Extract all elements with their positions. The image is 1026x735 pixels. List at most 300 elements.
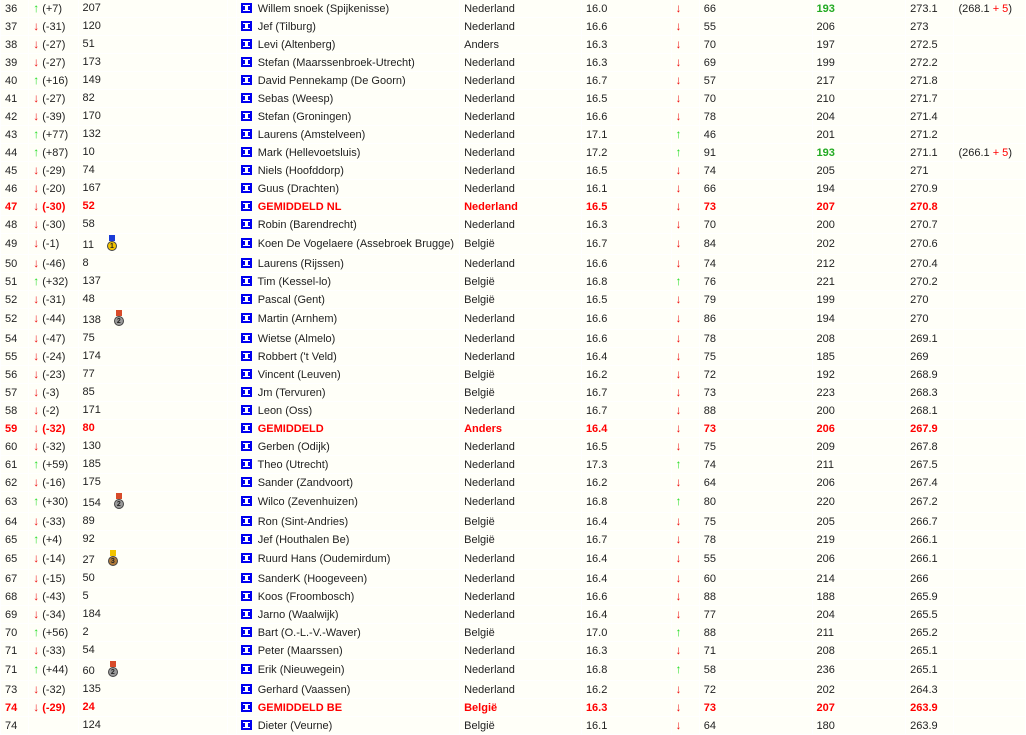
direction-cell	[672, 108, 699, 125]
team-icon[interactable]	[241, 423, 252, 433]
points-cell	[79, 681, 227, 698]
team-icon[interactable]	[241, 477, 252, 487]
team-icon[interactable]	[241, 351, 252, 361]
points-cell	[79, 606, 227, 623]
spacer-cell	[228, 72, 236, 89]
down-arrow-icon: ↓	[675, 109, 682, 123]
spacer-cell	[228, 273, 236, 290]
total-cell: 266.1	[906, 549, 953, 569]
player-name[interactable]: Koos (Froombosch)	[257, 590, 355, 603]
spacer-cell	[228, 198, 236, 215]
player-name[interactable]: Robin (Barendrecht)	[257, 218, 357, 231]
points-value: 77	[82, 368, 95, 381]
team-icon[interactable]	[241, 387, 252, 397]
player-cell[interactable]	[237, 162, 460, 179]
score1-cell: 78	[700, 531, 812, 548]
points-cell	[79, 660, 227, 680]
bonus-cell	[954, 72, 1025, 89]
player-name[interactable]: Robbert ('t Veld)	[257, 350, 337, 363]
bonus-cell	[954, 570, 1025, 587]
table-row	[1, 291, 1025, 308]
player-cell[interactable]	[237, 660, 460, 680]
average-cell: 16.3	[582, 54, 671, 71]
player-cell[interactable]	[237, 717, 460, 734]
country-cell: België	[460, 366, 581, 383]
player-cell[interactable]	[237, 513, 460, 530]
team-icon[interactable]	[241, 294, 252, 304]
down-arrow-icon: ↓	[675, 55, 682, 69]
player-name[interactable]: Stefan (Groningen)	[257, 110, 352, 123]
rank-cell: 67	[1, 570, 28, 587]
spacer-cell	[228, 54, 236, 71]
points-value: 2	[82, 626, 89, 639]
team-icon[interactable]	[241, 645, 252, 655]
player-name[interactable]: Ruurd Hans (Oudemirdum)	[257, 552, 391, 565]
country-cell: Nederland	[460, 660, 581, 680]
score2-cell: 211	[813, 624, 906, 641]
bonus-cell	[954, 255, 1025, 272]
table-row	[1, 144, 1025, 161]
points-value: 138	[82, 314, 101, 327]
player-cell[interactable]	[237, 126, 460, 143]
direction-cell	[672, 531, 699, 548]
average-cell: 16.3	[582, 36, 671, 53]
player-name[interactable]: Laurens (Amstelveen)	[257, 128, 366, 141]
team-icon[interactable]	[241, 165, 252, 175]
rank-change: (-29)	[42, 165, 66, 177]
player-cell[interactable]	[237, 570, 460, 587]
bonus-cell	[954, 660, 1025, 680]
rank-change: (+4)	[42, 534, 63, 546]
average-cell: 16.5	[582, 438, 671, 455]
average-cell: 16.5	[582, 162, 671, 179]
player-cell[interactable]	[237, 216, 460, 233]
team-icon[interactable]	[241, 702, 252, 712]
player-cell[interactable]	[237, 309, 460, 329]
player-name[interactable]: Wietse (Almelo)	[257, 332, 336, 345]
player-cell[interactable]	[237, 255, 460, 272]
player-cell[interactable]	[237, 456, 460, 473]
score1-cell: 75	[700, 348, 812, 365]
team-icon[interactable]	[241, 573, 252, 583]
player-cell[interactable]	[237, 198, 460, 215]
average-cell: 17.3	[582, 456, 671, 473]
country-cell: Nederland	[460, 606, 581, 623]
score1-cell: 66	[700, 0, 812, 17]
table-row	[1, 660, 1025, 680]
direction-cell	[672, 255, 699, 272]
player-name[interactable]: Stefan (Maarssenbroek-Utrecht)	[257, 56, 415, 69]
player-cell[interactable]	[237, 291, 460, 308]
bonus-cell	[954, 309, 1025, 329]
down-arrow-icon: ↓	[33, 55, 40, 69]
points-cell	[79, 291, 227, 308]
score2-cell: 205	[813, 162, 906, 179]
rank-change: (-33)	[42, 645, 66, 657]
trend-cell	[29, 384, 77, 401]
bronze-medal-icon: 3	[107, 550, 119, 567]
player-name[interactable]: Jarno (Waalwijk)	[257, 608, 339, 621]
score1-cell: 76	[700, 273, 812, 290]
spacer-cell	[228, 18, 236, 35]
average-cell: 16.5	[582, 291, 671, 308]
rank-cell: 43	[1, 126, 28, 143]
team-icon[interactable]	[241, 201, 252, 211]
player-cell[interactable]	[237, 0, 460, 17]
player-name[interactable]: GEMIDDELD BE	[257, 701, 343, 714]
player-cell[interactable]	[237, 180, 460, 197]
player-name[interactable]: Dieter (Veurne)	[257, 719, 333, 732]
player-name[interactable]: Ron (Sint-Andries)	[257, 515, 349, 528]
player-cell[interactable]	[237, 549, 460, 569]
points-cell	[79, 255, 227, 272]
player-name[interactable]: David Pennekamp (De Goorn)	[257, 74, 406, 87]
team-icon[interactable]	[241, 238, 252, 248]
average-cell: 16.4	[582, 606, 671, 623]
rank-change: (-27)	[42, 57, 66, 69]
score1-cell: 74	[700, 162, 812, 179]
rank-cell: 49	[1, 234, 28, 254]
points-value: 92	[82, 533, 95, 546]
points-value: 149	[82, 74, 101, 87]
player-cell[interactable]	[237, 681, 460, 698]
spacer-cell	[228, 642, 236, 659]
rank-cell: 65	[1, 549, 28, 569]
silver-medal-icon: 2	[113, 493, 125, 510]
points-cell	[79, 273, 227, 290]
country-cell: Nederland	[460, 198, 581, 215]
points-cell	[79, 108, 227, 125]
player-name[interactable]: Gerben (Odijk)	[257, 440, 330, 453]
score1-cell: 55	[700, 18, 812, 35]
table-row	[1, 606, 1025, 623]
down-arrow-icon: ↓	[675, 199, 682, 213]
points-cell	[79, 570, 227, 587]
down-arrow-icon: ↓	[33, 163, 40, 177]
player-name[interactable]: Martin (Arnhem)	[257, 312, 338, 325]
country-cell: Nederland	[460, 255, 581, 272]
rank-change: (+30)	[42, 496, 69, 508]
direction-cell	[672, 624, 699, 641]
rank-change: (-23)	[42, 369, 66, 381]
total-cell: 267.2	[906, 492, 953, 512]
country-cell: Nederland	[460, 330, 581, 347]
player-name[interactable]: Guus (Drachten)	[257, 182, 340, 195]
direction-cell	[672, 456, 699, 473]
team-icon[interactable]	[241, 591, 252, 601]
country-cell: Nederland	[460, 126, 581, 143]
points-cell	[79, 699, 227, 716]
player-name[interactable]: Theo (Utrecht)	[257, 458, 329, 471]
player-cell[interactable]	[237, 108, 460, 125]
player-cell[interactable]	[237, 144, 460, 161]
player-name[interactable]: Niels (Hoofddorp)	[257, 164, 344, 177]
up-arrow-icon: ↑	[33, 625, 40, 639]
player-name[interactable]: Vincent (Leuven)	[257, 368, 341, 381]
player-name[interactable]: Laurens (Rijssen)	[257, 257, 344, 270]
player-cell[interactable]	[237, 642, 460, 659]
table-row	[1, 717, 1025, 734]
player-cell[interactable]	[237, 624, 460, 641]
score1-cell: 79	[700, 291, 812, 308]
average-cell: 16.5	[582, 90, 671, 107]
bonus-cell	[954, 402, 1025, 419]
up-arrow-icon: ↑	[33, 494, 40, 508]
down-arrow-icon: ↓	[33, 607, 40, 621]
score1-cell: 70	[700, 216, 812, 233]
rank-change: (-15)	[42, 573, 66, 585]
team-icon[interactable]	[241, 57, 252, 67]
rank-change: (-32)	[42, 684, 66, 696]
player-name[interactable]: Bart (O.-L.-V.-Waver)	[257, 626, 361, 639]
bonus-cell	[954, 108, 1025, 125]
player-cell[interactable]	[237, 438, 460, 455]
points-cell	[79, 456, 227, 473]
player-name[interactable]: Tim (Kessel-lo)	[257, 275, 332, 288]
rank-change: (-14)	[42, 553, 66, 565]
team-icon[interactable]	[241, 93, 252, 103]
player-name[interactable]: GEMIDDELD	[257, 422, 324, 435]
team-icon[interactable]	[241, 39, 252, 49]
rank-cell: 70	[1, 624, 28, 641]
player-name[interactable]: GEMIDDELD NL	[257, 200, 342, 213]
direction-cell	[672, 513, 699, 530]
team-icon[interactable]	[241, 147, 252, 157]
team-icon[interactable]	[241, 516, 252, 526]
player-cell[interactable]	[237, 531, 460, 548]
score2-cell: 210	[813, 90, 906, 107]
team-icon[interactable]	[241, 3, 252, 13]
points-value: 185	[82, 458, 101, 471]
team-icon[interactable]	[241, 684, 252, 694]
rank-change: (-32)	[42, 423, 66, 435]
player-name[interactable]: Mark (Hellevoetsluis)	[257, 146, 361, 159]
down-arrow-icon: ↓	[675, 643, 682, 657]
points-value: 184	[82, 608, 101, 621]
average-cell: 16.6	[582, 255, 671, 272]
player-cell[interactable]	[237, 72, 460, 89]
points-cell	[79, 54, 227, 71]
country-cell: Nederland	[460, 108, 581, 125]
trend-cell	[29, 291, 77, 308]
up-arrow-icon: ↑	[675, 494, 682, 508]
direction-cell	[672, 198, 699, 215]
player-cell[interactable]	[237, 420, 460, 437]
player-cell[interactable]	[237, 366, 460, 383]
player-cell[interactable]	[237, 384, 460, 401]
spacer-cell	[228, 309, 236, 329]
average-cell: 16.2	[582, 681, 671, 698]
points-cell	[79, 330, 227, 347]
spacer-cell	[228, 456, 236, 473]
player-cell[interactable]	[237, 273, 460, 290]
player-name[interactable]: Leon (Oss)	[257, 404, 313, 417]
down-arrow-icon: ↓	[33, 682, 40, 696]
score2-cell: 221	[813, 273, 906, 290]
down-arrow-icon: ↓	[33, 475, 40, 489]
average-cell: 17.0	[582, 624, 671, 641]
bonus-cell	[954, 0, 1025, 17]
average-cell: 16.8	[582, 660, 671, 680]
player-name[interactable]: Pascal (Gent)	[257, 293, 325, 306]
down-arrow-icon: ↓	[675, 607, 682, 621]
score2-cell: 208	[813, 330, 906, 347]
down-arrow-icon: ↓	[33, 571, 40, 585]
team-icon[interactable]	[241, 129, 252, 139]
country-cell: Nederland	[460, 549, 581, 569]
average-cell: 16.8	[582, 492, 671, 512]
country-cell: België	[460, 717, 581, 734]
score1-cell: 91	[700, 144, 812, 161]
bonus-cell	[954, 513, 1025, 530]
team-icon[interactable]	[241, 405, 252, 415]
team-icon[interactable]	[241, 720, 252, 730]
player-name[interactable]: Levi (Altenberg)	[257, 38, 336, 51]
team-icon[interactable]	[241, 75, 252, 85]
total-cell: 271.2	[906, 126, 953, 143]
team-icon[interactable]	[241, 627, 252, 637]
table-row	[1, 624, 1025, 641]
player-cell[interactable]	[237, 234, 460, 254]
table-row	[1, 54, 1025, 71]
trend-cell	[29, 402, 77, 419]
score1-cell: 77	[700, 606, 812, 623]
player-name[interactable]: Gerhard (Vaassen)	[257, 683, 351, 696]
total-cell: 270.6	[906, 234, 953, 254]
player-cell[interactable]	[237, 492, 460, 512]
rank-cell: 62	[1, 474, 28, 491]
player-cell[interactable]	[237, 90, 460, 107]
total-cell: 268.9	[906, 366, 953, 383]
team-icon[interactable]	[241, 313, 252, 323]
player-name[interactable]: Wilco (Zevenhuizen)	[257, 495, 358, 508]
rank-change: (-33)	[42, 516, 66, 528]
average-cell: 17.1	[582, 126, 671, 143]
points-value: 24	[82, 701, 95, 714]
score2-cell: 220	[813, 492, 906, 512]
average-cell: 16.6	[582, 18, 671, 35]
down-arrow-icon: ↓	[675, 682, 682, 696]
spacer-cell	[228, 624, 236, 641]
spacer-cell	[228, 0, 236, 17]
score2-cell: 193	[813, 144, 906, 161]
silver-medal-icon: 2	[113, 310, 125, 327]
player-cell[interactable]	[237, 588, 460, 605]
table-row	[1, 642, 1025, 659]
player-name[interactable]: Peter (Maarssen)	[257, 644, 343, 657]
points-value: 82	[82, 92, 95, 105]
rank-cell: 68	[1, 588, 28, 605]
rank-cell: 64	[1, 513, 28, 530]
country-cell: België	[460, 699, 581, 716]
points-value: 54	[82, 644, 95, 657]
team-icon[interactable]	[241, 183, 252, 193]
player-cell[interactable]	[237, 348, 460, 365]
score2-cell: 211	[813, 456, 906, 473]
direction-cell	[672, 549, 699, 569]
player-name[interactable]: Jef (Tilburg)	[257, 20, 316, 33]
team-icon[interactable]	[241, 553, 252, 563]
team-icon[interactable]	[241, 459, 252, 469]
player-cell[interactable]	[237, 402, 460, 419]
score2-cell: 209	[813, 438, 906, 455]
bonus-cell	[954, 624, 1025, 641]
player-name[interactable]: Erik (Nieuwegein)	[257, 663, 345, 676]
total-cell: 263.9	[906, 717, 953, 734]
average-cell: 16.6	[582, 309, 671, 329]
player-name[interactable]: Sebas (Weesp)	[257, 92, 334, 105]
player-name[interactable]: Jm (Tervuren)	[257, 386, 326, 399]
down-arrow-icon: ↓	[675, 19, 682, 33]
player-name[interactable]: Koen De Vogelaere (Assebroek Brugge)	[257, 237, 454, 250]
team-icon[interactable]	[241, 664, 252, 674]
rank-change: (+16)	[42, 75, 69, 87]
rank-change: (-32)	[42, 441, 66, 453]
team-icon[interactable]	[241, 609, 252, 619]
up-arrow-icon: ↑	[675, 625, 682, 639]
team-icon[interactable]	[241, 369, 252, 379]
spacer-cell	[228, 492, 236, 512]
rank-change: (-34)	[42, 609, 66, 621]
team-icon[interactable]	[241, 219, 252, 229]
player-cell[interactable]	[237, 699, 460, 716]
total-cell: 269	[906, 348, 953, 365]
team-icon[interactable]	[241, 111, 252, 121]
trend-cell	[29, 660, 77, 680]
score1-cell: 78	[700, 330, 812, 347]
team-icon[interactable]	[241, 333, 252, 343]
table-row	[1, 72, 1025, 89]
total-cell: 273	[906, 18, 953, 35]
spacer-cell	[228, 348, 236, 365]
team-icon[interactable]	[241, 534, 252, 544]
total-cell: 270	[906, 291, 953, 308]
player-name[interactable]: Jef (Houthalen Be)	[257, 533, 350, 546]
total-cell: 267.8	[906, 438, 953, 455]
table-row	[1, 681, 1025, 698]
bonus-cell	[954, 216, 1025, 233]
team-icon[interactable]	[241, 258, 252, 268]
average-cell: 16.6	[582, 330, 671, 347]
direction-cell	[672, 162, 699, 179]
country-cell: Nederland	[460, 456, 581, 473]
team-icon[interactable]	[241, 21, 252, 31]
player-cell[interactable]	[237, 474, 460, 491]
average-row	[1, 699, 1025, 716]
points-value: 167	[82, 182, 101, 195]
player-cell[interactable]	[237, 36, 460, 53]
rank-cell: 54	[1, 330, 28, 347]
player-cell[interactable]	[237, 18, 460, 35]
score2-cell: 212	[813, 255, 906, 272]
player-name[interactable]: Willem snoek (Spijkenisse)	[257, 2, 390, 15]
points-value: 137	[82, 275, 101, 288]
team-icon[interactable]	[241, 441, 252, 451]
down-arrow-icon: ↓	[675, 331, 682, 345]
player-cell[interactable]	[237, 606, 460, 623]
team-icon[interactable]	[241, 276, 252, 286]
player-cell[interactable]	[237, 330, 460, 347]
team-icon[interactable]	[241, 496, 252, 506]
player-cell[interactable]	[237, 54, 460, 71]
score2-cell: 194	[813, 309, 906, 329]
rank-change: (-30)	[42, 219, 66, 231]
player-name[interactable]: SanderK (Hoogeveen)	[257, 572, 368, 585]
spacer-cell	[228, 36, 236, 53]
trend-cell	[29, 54, 77, 71]
player-name[interactable]: Sander (Zandvoort)	[257, 476, 354, 489]
up-arrow-icon: ↑	[675, 274, 682, 288]
